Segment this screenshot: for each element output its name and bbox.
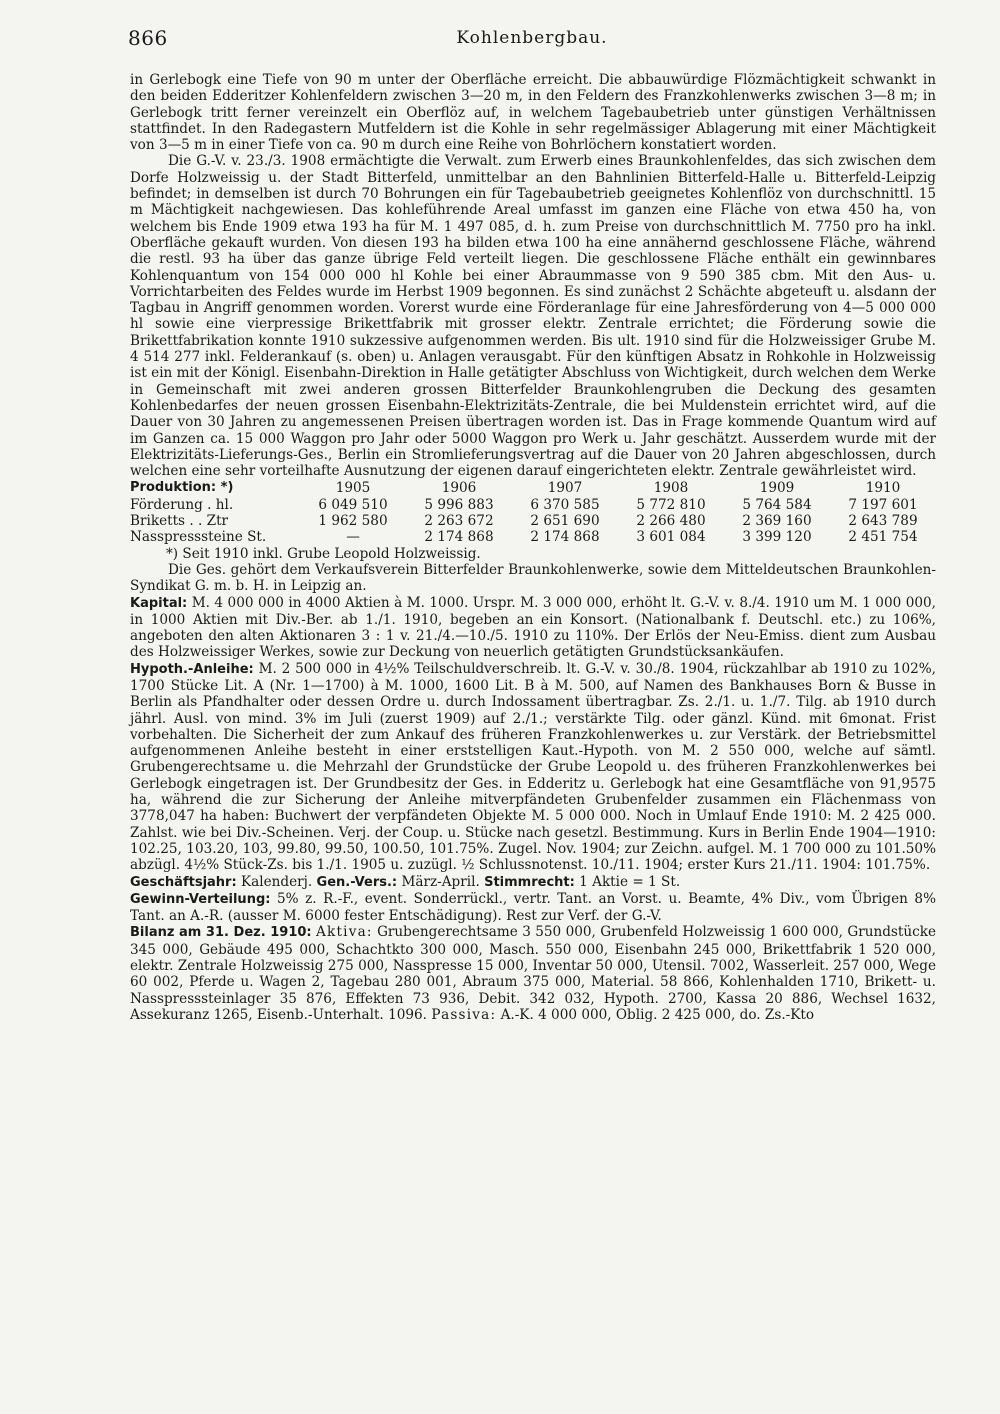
production-footnote: *) Seit 1910 inkl. Grube Leopold Holzweissig.: [166, 545, 481, 562]
aktiva-label: Aktiva:: [316, 924, 373, 941]
paragraph-bilanz: [130, 924, 936, 1023]
kapital-text: M. 4 000 000 in 4000 Aktien à M. 1000. Urspr. M. 3 000 000, erhöht lt. G.-V. v. 8./4. 1910 um M. 1 000 000, in 1000 Aktien mit Div.-Ber. ab 1./1. 1910, begeben an ein Konsort. (Nationalbank f. Deutschl. etc.) zu 106%, angeboten den alten Aktionaren 3 : 1 v. 21./4.—10./5. 1910 zu 110%. Der Erlös der Neu-Emiss. dient zum Ausbau des Holzweissiger Werkes, sowie zur Deckung von neuerlich getätigten Grundstücksankäufen.: [130, 594, 936, 661]
hypoth-text: M. 2 500 000 in 4½% Teilschuldverschreib. lt. G.-V. v. 30./8. 1904, rückzahlbar ab 1910 zu 102%, 1700 Stücke Lit. A (Nr. 1—1700) à M. 1000, 1600 Lit. B à M. 500, auf Namen des Bankhauses Born & Busse in Berlin als Pfandhalter oder dessen Ordre u. durch Indossament übertragbar. Zs. 2./1. u. 1./7. Tilg. ab 1910 durch jährl. Ausl. von mind. 3% im Juli (zuerst 1909) auf 2./1.; verstärkte Tilg. oder gänzl. Künd. mit 6monat. Frist vorbehalten. Die Sicherheit der zum Ankauf des früheren Franzkohlenwerkes u. zur Verstärk. der Betriebsmittel aufgenommenen Anleihe besteht in einer erststelligen Kaut.-Hypoth. von M. 2 550 000, welche auf sämtl. Grubengerechtsame u. die Mehrzahl der Grundstücke der Grube Leopold u. des früheren Franzkohlenwerkes bei Gerlebogk eingetragen ist. Der Grundbesitz der Ges. in Edderitz u. Gerlebogk hat eine Gesamtfläche von 91,9575 ha, während die zur Sicherung der Anleihe mitverpfändeten Grubenfelder zusammen ein Flächenmass von 3778,047 ha haben: Buchwert der verpfändeten Objekte M. 5 000 000. Noch in Umlauf Ende 1910: M. 2 425 000. Zahlst. wie bei Div.-Scheinen. Verj. der Coup. u. Stücke nach gesetzl. Bestimmung. Kurs in Berlin Ende 1904—1910: 102.25, 103.20, 103, 99.80, 99.50, 100.50, 101.75%. Zugel. Nov. 1904; zur Zeichn. aufgel. M. 1 700 000 zu 101.50% abzügl. 4½% Stück-Zs. bis 1./1. 1905 u. zuzügl. ½ Schlussnotenst. 10./11. 1904; erster Kurs 21./11. 1904: 101.75%.: [130, 660, 936, 874]
table-cell: 2 174 868: [530, 529, 600, 546]
table-row: [130, 529, 936, 545]
genvers-label: Gen.-Vers.:: [316, 874, 398, 890]
table-cell: 5 772 810: [636, 496, 706, 513]
table-cell: 5 996 883: [424, 496, 494, 513]
paragraph-gewinn: [130, 891, 936, 925]
paragraph-hypoth: [130, 661, 936, 874]
table-cell: 7 197 601: [848, 496, 918, 513]
table-row: [130, 497, 936, 513]
table-row: [130, 513, 936, 529]
table-cell: —: [346, 529, 360, 546]
table-cell: 2 263 672: [424, 513, 494, 530]
table-cell: 2 174 868: [424, 529, 494, 546]
table-cell: 3 601 084: [636, 529, 706, 546]
running-title: Kohlenbergbau.: [456, 28, 608, 48]
geschaeftsjahr-label: Geschäftsjahr:: [130, 874, 237, 890]
geschaeftsjahr-text: Kalenderj.: [241, 873, 313, 890]
paragraph-kapital: [130, 595, 936, 661]
production-caption: Produktion: *): [130, 480, 234, 496]
table-cell: 3 399 120: [742, 529, 812, 546]
row-label: Nasspresssteine St.: [130, 529, 267, 546]
table-cell: 2 369 160: [742, 513, 812, 530]
year-header: 1906: [441, 479, 477, 496]
table-cell: 2 651 690: [530, 513, 600, 530]
paragraph-geschaeftsjahr: [130, 874, 936, 891]
gewinn-text: 5% z. R.-F., event. Sonderrückl., vertr. Tant. an Vorst. u. Beamte, 4% Div., vom Übrigen 8% Tant. an A.-R. (ausser M. 6000 fester Entschädigung). Rest zur Verf. der G.-V.: [130, 890, 936, 925]
passiva-label: Passiva:: [431, 1006, 497, 1023]
passiva-text: A.-K. 4 000 000, Oblig. 2 425 000, do. Zs.-Kto: [500, 1006, 815, 1023]
row-label: Förderung . hl.: [130, 496, 234, 513]
production-header-row: [130, 479, 936, 496]
bilanz-text: Grubengerechtsame 3 550 000, Grubenfeld Holzweissig 1 600 000, Grundstücke 345 000, Gebäude 495 000, Schachtkto 300 000, Masch. 550 000, Eisenbahn 245 000, Brikettfabrik 1 520 000, elektr. Zentrale Holzweissig 275 000, Nasspresse 15 000, Inventar 50 000, Utensil. 7002, Wasserleit. 257 000, Wege 60 002, Pferde u. Wagen 2, Tagebau 280 001, Abraum 375 000, Material. 58 866, Kohlenhalden 1710, Brikett- u. Nasspresssteinlager 35 876, Effekten 73 936, Debit. 342 032, Hypoth. 2700, Kassa 20 886, Wechsel 1632, Assekuranz 1265, Eisenb.-Unterhalt. 1096.: [130, 924, 937, 1023]
hypoth-label: Hypoth.-Anleihe:: [130, 661, 254, 677]
year-header: 1910: [865, 479, 901, 496]
year-header: 1907: [547, 479, 583, 496]
production-table: [130, 479, 936, 545]
bilanz-label: Bilanz am 31. Dez. 1910:: [130, 925, 312, 941]
genvers-text: März-April.: [401, 873, 480, 890]
paragraph-membership: Die Ges. gehört dem Verkaufsverein Bitterfelder Braunkohlenwerke, sowie dem Mitteldeutschen Braunkohlen-Syndikat G. m. b. H. in Leipzig an.: [130, 561, 936, 595]
table-cell: 2 266 480: [636, 513, 706, 530]
table-cell: 1 962 580: [318, 513, 388, 530]
year-header: 1905: [335, 479, 371, 496]
paragraph-geology: in Gerlebogk eine Tiefe von 90 m unter der Oberfläche erreicht. Die abbauwürdige Flözmächtigkeit schwankt in den beiden Edderitzer Kohlenfeldern zwischen 3—20 m, in den Feldern des Franzkohlenwerks zwischen 3—8 m; in Gerlebogk tritt ferner vereinzelt ein Oberflöz auf, in welchem Tagebaubetrieb unter günstigen Verhältnissen stattfindet. In den Radegastern Mutfeldern ist die Kohle in sehr regelmässiger Ablagerung mit einer Mächtigkeit von 3—5 m in einer Tiefe von ca. 90 m durch eine Reihe von Bohrlöchern konstatiert worden.: [130, 72, 936, 154]
year-header: 1908: [653, 479, 689, 496]
paragraph-holzweissig: Die G.-V. v. 23./3. 1908 ermächtigte die Verwalt. zum Erwerb eines Braunkohlenfeldes, das sich zwischen dem Dorfe Holzweissig u. der Stadt Bitterfeld, unmittelbar an den Bahnlinien Bitterfeld-Halle u. Bitterfeld-Leipzig befindet; in demselben ist durch 70 Bohrungen ein für Tagebaubetrieb geeignetes Kohlenflöz von durchschnittl. 15 m Mächtigkeit nachgewiesen. Das kohleführende Areal umfasst im ganzen eine Fläche von etwa 450 ha, von welchem bis Ende 1909 etwa 193 ha für M. 1 497 085, d. h. zum Preise von durchschnittlich M. 7750 pro ha inkl. Oberfläche gekauft wurden. Von diesen 193 ha bilden etwa 100 ha eine annähernd geschlossene Fläche, während die restl. 93 ha über das ganze übrige Feld verteilt liegen. Die geschlossene Fläche enthält ein gewinnbares Kohlenquantum von 154 000 000 hl Kohle bei einer Abraummasse von 9 590 385 cbm. Mit den Aus- u. Vorrichtarbeiten des Feldes wurde im Herbst 1909 begonnen. Es sind zunächst 2 Schächte abgeteuft u. alsdann der Tagbau in Angriff genommen worden. Vorerst wurde eine Förderanlage für eine Jahresförderung von 4—5 000 000 hl sowie eine vierpressige Brikettfabrik mit grosser elektr. Zentrale errichtet; die Förderung sowie die Brikettfabrikation konnte 1910 sukzessive aufgenommen werden. Bis ult. 1910 sind für die Holzweissiger Grube M. 4 514 277 inkl. Felderankauf (s. oben) u. Anlagen verausgabt. Für den künftigen Absatz in Rohkohle in Holzweissig ist ein mit der Königl. Eisenbahn-Direktion in Halle getätigter Abschluss von Wichtigkeit, durch welchen dem Werke in Gemeinschaft mit zwei anderen grossen Bitterfelder Braunkohlengruben die Deckung des gesamten Kohlenbedarfes der neuen grossen Eisenbahn-Elektrizitäts-Zentrale, die bei Muldenstein errichtet wird, auf die Dauer von 30 Jahren zu angemessenen Preisen übertragen worden ist. Das in Frage kommende Quantum wird auf im Ganzen ca. 15 000 Waggon pro Jahr oder 5000 Waggon pro Werk u. Jahr geschätzt. Ausserdem wurde mit der Elektrizitäts-Lieferungs-Ges., Berlin ein Stromlieferungsvertrag auf die Dauer von 20 Jahren abgeschlossen, durch welchen eine sehr vorteilhafte Ausnutzung der eigenen darauf eingerichteten elektr. Zentrale gewährleistet wird.: [130, 153, 936, 480]
kapital-label: Kapital:: [130, 595, 188, 611]
table-cell: 6 049 510: [318, 496, 388, 513]
page-number: 866: [128, 26, 168, 50]
row-label: Briketts . . Ztr: [130, 513, 229, 530]
stimmrecht-label: Stimmrecht:: [484, 874, 575, 890]
table-cell: 2 451 754: [848, 529, 918, 546]
table-cell: 6 370 585: [530, 496, 600, 513]
page-body: [130, 72, 936, 1023]
year-header: 1909: [759, 479, 795, 496]
stimmrecht-text: 1 Aktie = 1 St.: [579, 873, 681, 890]
table-cell: 5 764 584: [742, 496, 812, 513]
gewinn-label: Gewinn-Verteilung:: [130, 891, 271, 907]
page-header: [128, 26, 936, 56]
table-cell: 2 643 789: [848, 513, 918, 530]
